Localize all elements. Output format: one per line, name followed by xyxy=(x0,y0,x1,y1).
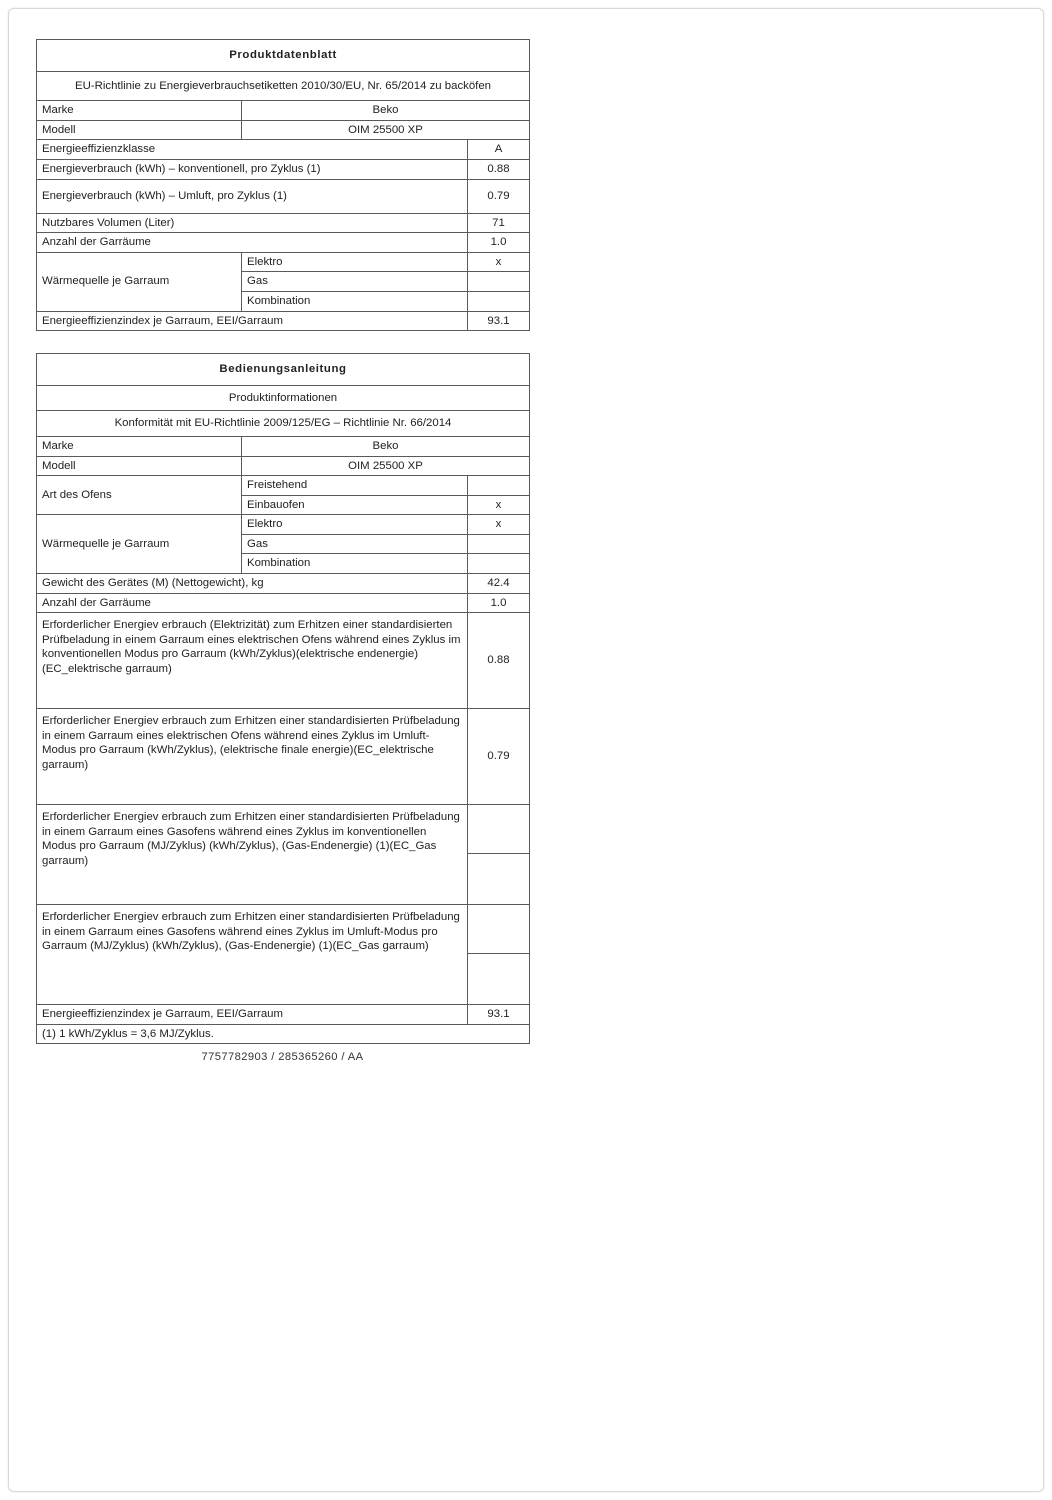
row-label-art-des-ofens: Art des Ofens xyxy=(37,476,242,515)
energy-row-value-3-cell xyxy=(468,805,530,905)
oven-option-freistehend-mark xyxy=(468,476,530,496)
row-value-verbrauch-umluft: 0.79 xyxy=(468,179,530,213)
row-label-anzahl-garraeume: Anzahl der Garräume xyxy=(37,233,468,253)
energy-row-value-4-cell xyxy=(468,905,530,1005)
table-row xyxy=(37,1005,530,1025)
row-label-anzahl-garraeume-2: Anzahl der Garräume xyxy=(37,593,468,613)
row-value-eei: 93.1 xyxy=(468,311,530,331)
energy-row-value-2: 0.79 xyxy=(468,709,530,805)
heat-option-kombination: Kombination xyxy=(242,291,468,311)
energy-row-value-3b xyxy=(468,854,529,905)
row-label-eei: Energieeffizienzindex je Garraum, EEI/Garraum xyxy=(37,311,468,331)
heat-option-elektro-mark: x xyxy=(468,252,530,272)
table-spacer xyxy=(36,331,536,353)
row-label-energieeffizienzklasse: Energieeffizienzklasse xyxy=(37,140,468,160)
heat-option-gas-2: Gas xyxy=(242,534,468,554)
table-row xyxy=(37,905,530,1005)
heat-option-elektro-2-mark: x xyxy=(468,515,530,535)
energy-row-label-2: Erforderlicher Energiev erbrauch zum Erhitzen einer standardisierten Prüfbeladung in einem Garraum eines elektrischen Ofens während eines Zyklus im Umluft-Modus pro Garraum (kWh/Zyklus), (elektrische finale energie)(EC_elektrische garraum) xyxy=(37,709,468,805)
heat-option-gas: Gas xyxy=(242,272,468,292)
table-row xyxy=(37,213,530,233)
row-value-eei-2: 93.1 xyxy=(468,1005,530,1025)
row-label-modell-2: Modell xyxy=(37,456,242,476)
energy-row-value-4a xyxy=(468,905,529,954)
oven-option-freistehend: Freistehend xyxy=(242,476,468,496)
document-footer-code: 7757782903 / 285365260 / AA xyxy=(201,1051,364,1064)
table-row xyxy=(37,40,530,72)
row-label-modell: Modell xyxy=(37,120,242,140)
energy-row-label-3: Erforderlicher Energiev erbrauch zum Erhitzen einer standardisierten Prüfbeladung in einem Garraum eines Gasofens während eines Zyklus im konventionellen Modus pro Garraum (MJ/Zyklus) (kWh/Zyklus), (Gas-Endenergie) (1)(EC_Gas garraum) xyxy=(37,805,468,905)
table2-subtitle: Produktinformationen xyxy=(37,385,530,411)
row-label-marke-2: Marke xyxy=(37,436,242,456)
table-row xyxy=(37,140,530,160)
row-label-gewicht: Gewicht des Gerätes (M) (Nettogewicht), kg xyxy=(37,574,468,594)
table-row xyxy=(37,436,530,456)
table-row xyxy=(37,411,530,437)
energy-row-value-1: 0.88 xyxy=(468,613,530,709)
heat-option-kombination-2-mark xyxy=(468,554,530,574)
energy-row-label-4: Erforderlicher Energiev erbrauch zum Erhitzen einer standardisierten Prüfbeladung in einem Garraum eines Gasofens während eines Zyklus im Umluft-Modus pro Garraum (MJ/Zyklus) (kWh/Zyklus), (Gas-Endenergie) (1)(EC_Gas garraum) xyxy=(37,905,468,1005)
operating-manual-table xyxy=(36,353,530,1044)
table-row xyxy=(37,476,530,496)
row-label-verbrauch-konventionell: Energieverbrauch (kWh) – konventionell, pro Zyklus (1) xyxy=(37,159,468,179)
heat-option-gas-mark xyxy=(468,272,530,292)
table-row xyxy=(37,515,530,535)
row-value-marke: Beko xyxy=(242,101,530,121)
table-row xyxy=(37,456,530,476)
energy-row-value-3a xyxy=(468,805,529,854)
table-row xyxy=(37,159,530,179)
energy-row-3-subtable xyxy=(468,805,529,904)
row-value-marke-2: Beko xyxy=(242,436,530,456)
row-value-energieeffizienzklasse: A xyxy=(468,140,530,160)
table1-directive: EU-Richtlinie zu Energieverbrauchsetiketten 2010/30/EU, Nr. 65/2014 zu backöfen xyxy=(37,71,530,101)
oven-option-einbauofen: Einbauofen xyxy=(242,495,468,515)
row-value-anzahl-garraeume: 1.0 xyxy=(468,233,530,253)
heat-option-elektro-2: Elektro xyxy=(242,515,468,535)
table-row xyxy=(37,179,530,213)
row-label-eei-2: Energieeffizienzindex je Garraum, EEI/Garraum xyxy=(37,1005,468,1025)
table2-title: Bedienungsanleitung xyxy=(37,354,530,386)
table-row xyxy=(37,1024,530,1044)
table-row xyxy=(37,233,530,253)
row-value-nutzbares-volumen: 71 xyxy=(468,213,530,233)
row-label-verbrauch-umluft: Energieverbrauch (kWh) – Umluft, pro Zyklus (1) xyxy=(37,179,468,213)
row-label-waermequelle: Wärmequelle je Garraum xyxy=(37,252,242,311)
row-value-gewicht: 42.4 xyxy=(468,574,530,594)
oven-option-einbauofen-mark: x xyxy=(468,495,530,515)
heat-option-gas-2-mark xyxy=(468,534,530,554)
energy-row-label-1: Erforderlicher Energiev erbrauch (Elektrizität) zum Erhitzen einer standardisierten Prüfbeladung in einem Garraum eines elektrischen Ofens während eines Zyklus im konventionellen Modus pro Garraum (kWh/Zyklus)(elektrische endenergie)(EC_elektrische garraum) xyxy=(37,613,468,709)
row-value-modell: OIM 25500 XP xyxy=(242,120,530,140)
heat-option-elektro: Elektro xyxy=(242,252,468,272)
table-row xyxy=(37,593,530,613)
product-datasheet-table xyxy=(36,39,530,331)
row-value-modell-2: OIM 25500 XP xyxy=(242,456,530,476)
table-row xyxy=(37,354,530,386)
heat-option-kombination-2: Kombination xyxy=(242,554,468,574)
table2-conformity: Konformität mit EU-Richtlinie 2009/125/EG – Richtlinie Nr. 66/2014 xyxy=(37,411,530,437)
row-label-waermequelle-2: Wärmequelle je Garraum xyxy=(37,515,242,574)
table-row xyxy=(37,574,530,594)
table2-note: (1) 1 kWh/Zyklus = 3,6 MJ/Zyklus. xyxy=(37,1024,530,1044)
row-label-marke: Marke xyxy=(37,101,242,121)
table-row xyxy=(37,120,530,140)
table-row xyxy=(37,311,530,331)
table-row xyxy=(37,385,530,411)
row-value-anzahl-garraeume-2: 1.0 xyxy=(468,593,530,613)
energy-row-value-4b xyxy=(468,954,529,1005)
energy-row-4-subtable xyxy=(468,905,529,1004)
document-page xyxy=(8,8,1044,1492)
document-content xyxy=(36,39,536,1063)
heat-option-kombination-mark xyxy=(468,291,530,311)
table-row xyxy=(37,805,530,905)
table-row xyxy=(37,709,530,805)
table-row xyxy=(37,252,530,272)
table-row xyxy=(37,101,530,121)
table1-title: Produktdatenblatt xyxy=(37,40,530,72)
row-label-nutzbares-volumen: Nutzbares Volumen (Liter) xyxy=(37,213,468,233)
row-value-verbrauch-konventionell: 0.88 xyxy=(468,159,530,179)
table-row xyxy=(37,613,530,709)
table-row xyxy=(37,71,530,101)
